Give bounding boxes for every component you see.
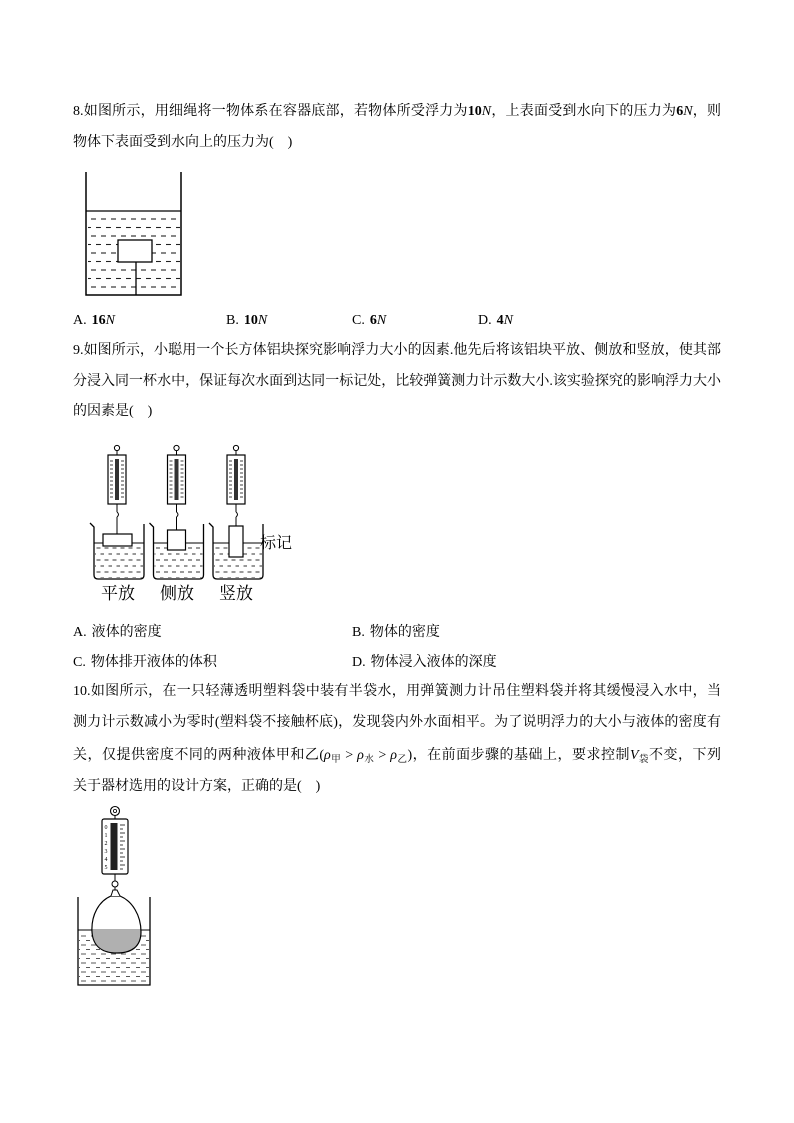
- q8-option-b: [226, 305, 267, 336]
- option-value: 10: [243, 313, 258, 328]
- scale-hook-ring: [112, 881, 118, 887]
- scale-tick-label: 4: [104, 857, 108, 863]
- unit-side: [150, 445, 204, 579]
- q8-option-d: [478, 305, 513, 336]
- buoyancy-value: 10: [467, 104, 482, 119]
- block-side: [168, 530, 186, 550]
- q9-stem-line-3: [73, 397, 721, 428]
- unit-newton: N: [376, 313, 387, 328]
- volume-symbol: V: [629, 748, 639, 763]
- q10-stem-line-2: [73, 707, 721, 738]
- unit-newton: N: [503, 313, 513, 328]
- unit-newton: N: [683, 104, 693, 119]
- unit-newton: N: [257, 313, 268, 328]
- option-text: 物体浸入液体的深度: [370, 655, 497, 670]
- scale-tick-label: 0: [104, 825, 108, 831]
- unit-newton: N: [481, 104, 492, 119]
- option-label: B.: [226, 313, 239, 328]
- scale-ring: [111, 807, 120, 816]
- option-label: A.: [73, 625, 87, 640]
- stem-text: 分浸入同一杯水中，保证每次水面到达同一标记处，比较弹簧测力计示数大小.该实验探究的影响浮力大小: [73, 373, 721, 389]
- top-pressure-value: 6: [676, 104, 684, 119]
- stem-text: 如图所示，用细绳将一物体系在容器底部，若物体所受浮力为: [83, 104, 468, 119]
- q9-stem-line-2: [73, 367, 721, 398]
- density-symbol: ρ: [390, 748, 397, 763]
- stem-text: ，上表面受到水向下的压力为: [491, 104, 677, 119]
- block-upright: [229, 526, 243, 557]
- stem-text: 的因素是( ): [73, 404, 153, 419]
- option-label: B.: [352, 625, 365, 640]
- q9-spring-scale-figure: [85, 440, 300, 610]
- option-text: 物体排开液体的体积: [90, 655, 217, 670]
- unit-upright: [209, 445, 263, 579]
- stem-text: 如图所示，在一只轻薄透明塑料袋中装有半袋水，用弹簧测力计吊住塑料袋并将其缓慢浸入水中，当: [90, 684, 721, 699]
- q8-stem-line-2: [73, 127, 721, 158]
- stem-text: 物体下表面受到水向上的压力为( ): [73, 135, 293, 150]
- q9-option-d: [352, 647, 497, 678]
- scale-ring-inner: [113, 809, 116, 812]
- spring-scale: [102, 807, 128, 892]
- question-10: [73, 676, 721, 802]
- option-value: 4: [496, 313, 504, 328]
- density-subscript: 水: [363, 755, 375, 765]
- q10-bag-in-beaker-figure: [70, 800, 160, 992]
- stem-text: 关于器材选用的设计方案，正确的是( ): [73, 779, 321, 794]
- q8-stem-line-1: [73, 96, 721, 127]
- q10-stem-line-4: [73, 771, 721, 802]
- q9-stem-line-1: [73, 336, 721, 367]
- question-9: [73, 336, 721, 428]
- scale-tick-label: 3: [104, 849, 108, 855]
- stem-text: 不变，下列: [649, 748, 721, 763]
- option-label: D.: [478, 313, 492, 328]
- density-subscript: 甲: [330, 755, 342, 765]
- greater-than: >: [378, 748, 387, 763]
- q8-container-figure: [80, 166, 190, 302]
- option-value: 6: [369, 313, 377, 328]
- stem-text: 测力计示数减小为零时(塑料袋不接触杯底)，发现袋内外水面相平。为了说明浮力的大小与液体的密度有: [73, 715, 721, 730]
- question-number: 10.: [73, 684, 91, 699]
- q9-options-row-1: [73, 617, 721, 648]
- stem-text: )，在前面步骤的基础上，要求控制: [407, 748, 630, 763]
- unit-flat: [90, 445, 144, 579]
- stem-text: 如图所示，小聪用一个长方体铝块探究影响浮力大小的因素.他先后将该铝块平放、侧放和竖放，使其部: [83, 343, 721, 358]
- density-subscript: 乙: [396, 755, 408, 765]
- submerged-object: [118, 240, 152, 262]
- q10-stem-line-3: [73, 740, 721, 771]
- mark-label: 标记: [260, 535, 293, 552]
- option-label: C.: [352, 313, 365, 328]
- q9-option-c: [73, 647, 217, 678]
- bag-knot: [111, 890, 120, 896]
- scale-spring-bar: [111, 823, 118, 870]
- label-upright: 竖放: [219, 584, 253, 603]
- q9-option-a: [73, 617, 162, 648]
- q8-option-c: [352, 305, 386, 336]
- q8-option-a: [73, 305, 115, 336]
- q8-options: [73, 305, 721, 336]
- greater-than: >: [345, 748, 354, 763]
- question-8: [73, 96, 721, 158]
- option-label: C.: [73, 655, 86, 670]
- q9-option-b: [352, 617, 440, 648]
- option-text: 液体的密度: [91, 625, 162, 640]
- stem-text: 关，仅提供密度不同的两种液体甲和乙(: [73, 748, 324, 763]
- label-side: 侧放: [160, 584, 194, 603]
- stem-text: ，则: [692, 104, 722, 119]
- scale-tick-label: 1: [104, 833, 108, 839]
- scale-tick-label: 5: [104, 865, 108, 871]
- density-symbol: ρ: [357, 748, 364, 763]
- question-number: 9.: [73, 343, 84, 358]
- volume-subscript: 袋: [638, 755, 649, 765]
- q9-options-row-2: [73, 647, 721, 678]
- block-flat: [103, 534, 132, 546]
- option-text: 物体的密度: [369, 625, 440, 640]
- scale-tick-label: 2: [104, 841, 108, 847]
- option-value: 16: [91, 313, 106, 328]
- plastic-bag: [90, 890, 144, 955]
- option-label: D.: [352, 655, 366, 670]
- option-label: A.: [73, 313, 87, 328]
- question-number: 8.: [73, 104, 84, 119]
- density-symbol: ρ: [323, 748, 331, 763]
- unit-newton: N: [105, 313, 115, 328]
- label-flat: 平放: [101, 584, 135, 603]
- q10-stem-line-1: [73, 676, 721, 707]
